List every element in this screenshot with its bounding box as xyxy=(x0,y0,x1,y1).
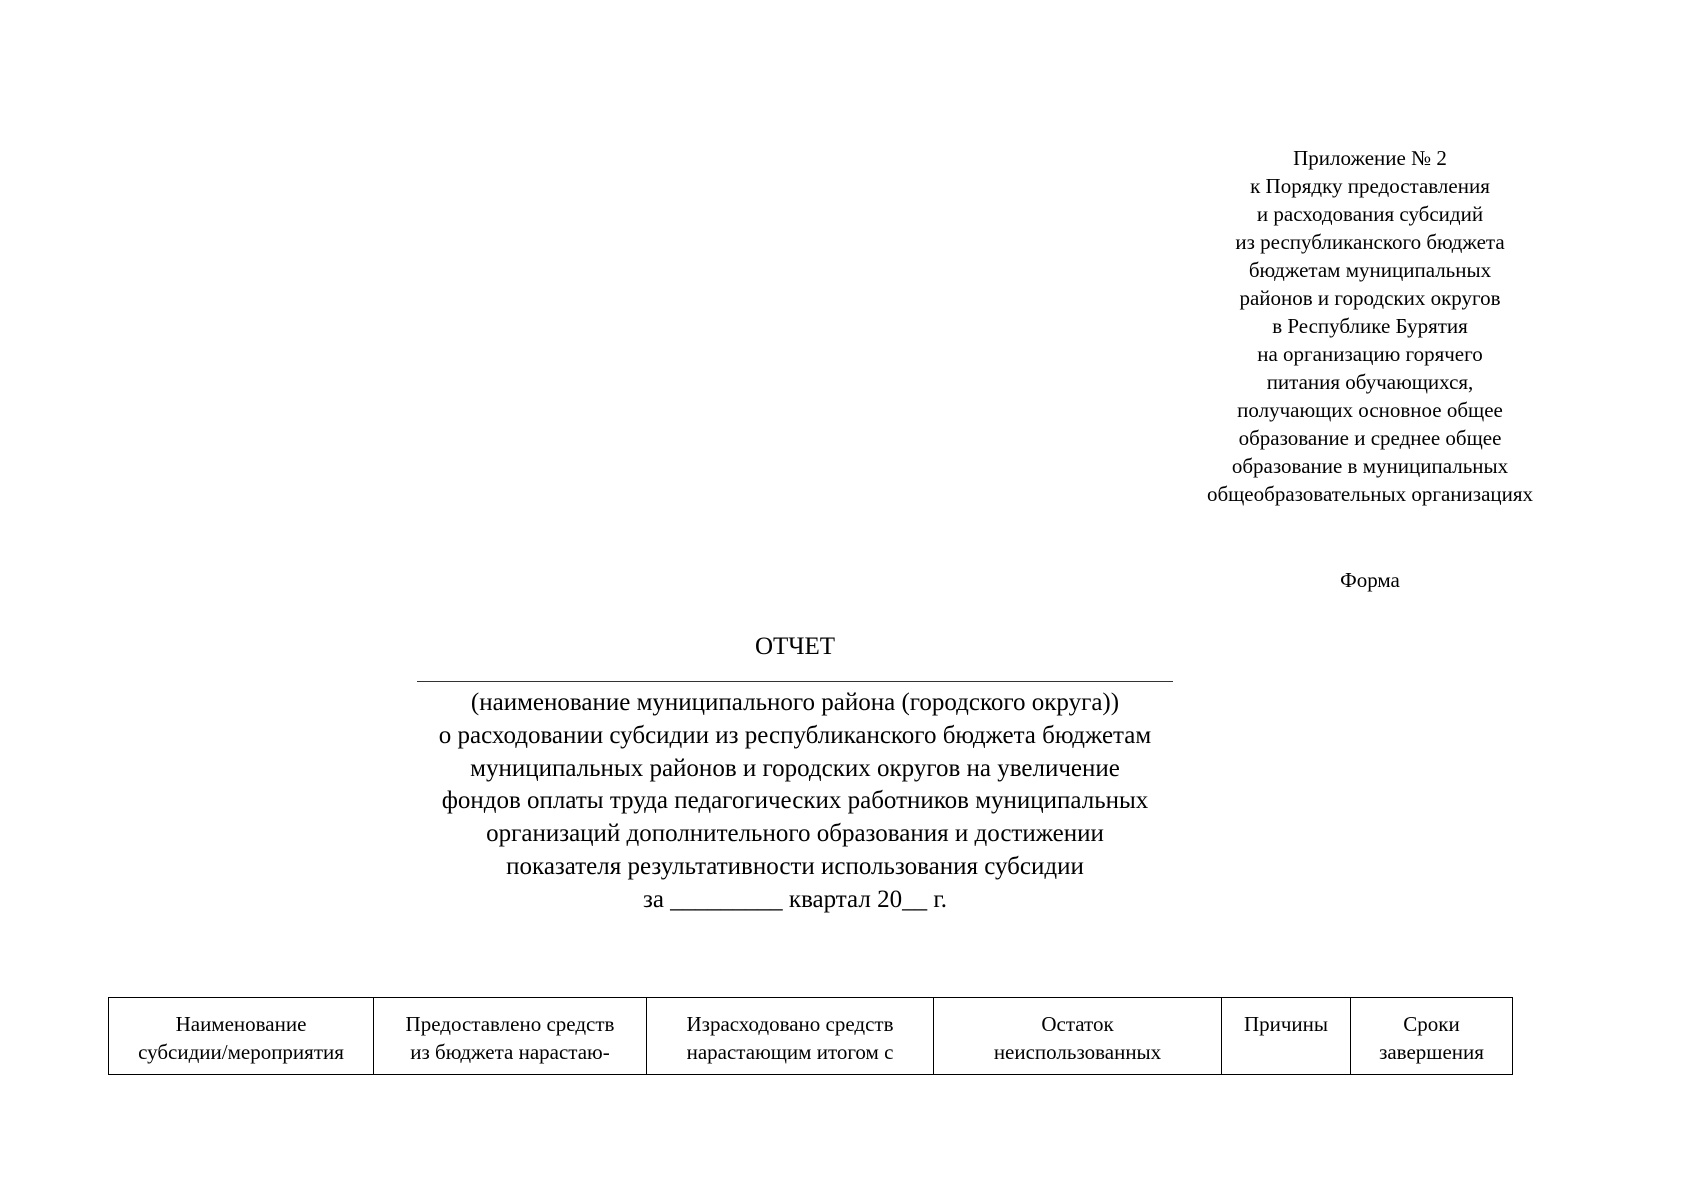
column-header-reasons xyxy=(1222,998,1351,1075)
column-header-subsidy-name xyxy=(109,998,374,1075)
appendix-line: в Республике Бурятия xyxy=(1272,314,1468,338)
appendix-line: к Порядку предоставления xyxy=(1250,174,1490,198)
report-description xyxy=(295,687,1295,917)
report-line: о расходовании субсидии из республиканского бюджета бюджетам xyxy=(438,721,1152,749)
municipality-name-rule xyxy=(417,681,1173,682)
column-header-line: из бюджета нарастаю- xyxy=(410,1040,610,1064)
report-line: показателя результативности использования субсидии xyxy=(506,852,1084,880)
report-line: организаций дополнительного образования и достижении xyxy=(486,820,1104,848)
appendix-line: питания обучающихся, xyxy=(1266,370,1474,394)
column-header-line: субсидии/мероприятия xyxy=(138,1040,344,1064)
column-header-unused-balance xyxy=(934,998,1222,1075)
appendix-line: общеобразовательных организациях xyxy=(1206,482,1534,506)
appendix-line: образование в муниципальных xyxy=(1231,454,1509,478)
report-heading xyxy=(295,632,1295,917)
report-line: фондов оплаты труда педагогических работников муниципальных xyxy=(441,787,1149,815)
appendix-line: Приложение № 2 xyxy=(1293,146,1447,170)
appendix-line: бюджетам муниципальных xyxy=(1248,258,1492,282)
column-header-line: неиспользованных xyxy=(993,1040,1162,1064)
column-header-line: нарастающим итогом с xyxy=(686,1040,894,1064)
column-header-funds-provided xyxy=(374,998,647,1075)
column-header-funds-spent xyxy=(647,998,934,1075)
appendix-line: получающих основное общее xyxy=(1237,398,1503,422)
appendix-line: районов и городских округов xyxy=(1239,286,1501,310)
report-line: муниципальных районов и городских округов на увеличение xyxy=(470,754,1120,782)
column-header-line: завершения xyxy=(1379,1040,1484,1064)
form-label: Форма xyxy=(1340,568,1400,592)
column-header-line: Остаток xyxy=(1041,1012,1114,1036)
report-period-line: за _________ квартал 20__ г. xyxy=(642,885,948,913)
column-header-line: Предоставлено средств xyxy=(405,1012,615,1036)
appendix-line: образование и среднее общее xyxy=(1238,426,1502,450)
appendix-line: и расходования субсидий xyxy=(1256,202,1484,226)
appendix-block xyxy=(1180,144,1560,508)
report-table xyxy=(108,997,1513,1075)
report-line: (наименование муниципального района (городского округа)) xyxy=(470,689,1120,716)
appendix-line: из республиканского бюджета xyxy=(1235,230,1505,254)
column-header-line: Сроки xyxy=(1403,1012,1460,1036)
column-header-line: Причины xyxy=(1243,1012,1329,1036)
appendix-line: на организацию горячего xyxy=(1257,342,1483,366)
column-header-line: Израсходовано средств xyxy=(686,1012,894,1036)
report-title: ОТЧЕТ xyxy=(754,633,836,660)
column-header-completion-dates xyxy=(1351,998,1513,1075)
table-header-row xyxy=(109,998,1513,1075)
column-header-line: Наименование xyxy=(175,1012,307,1036)
